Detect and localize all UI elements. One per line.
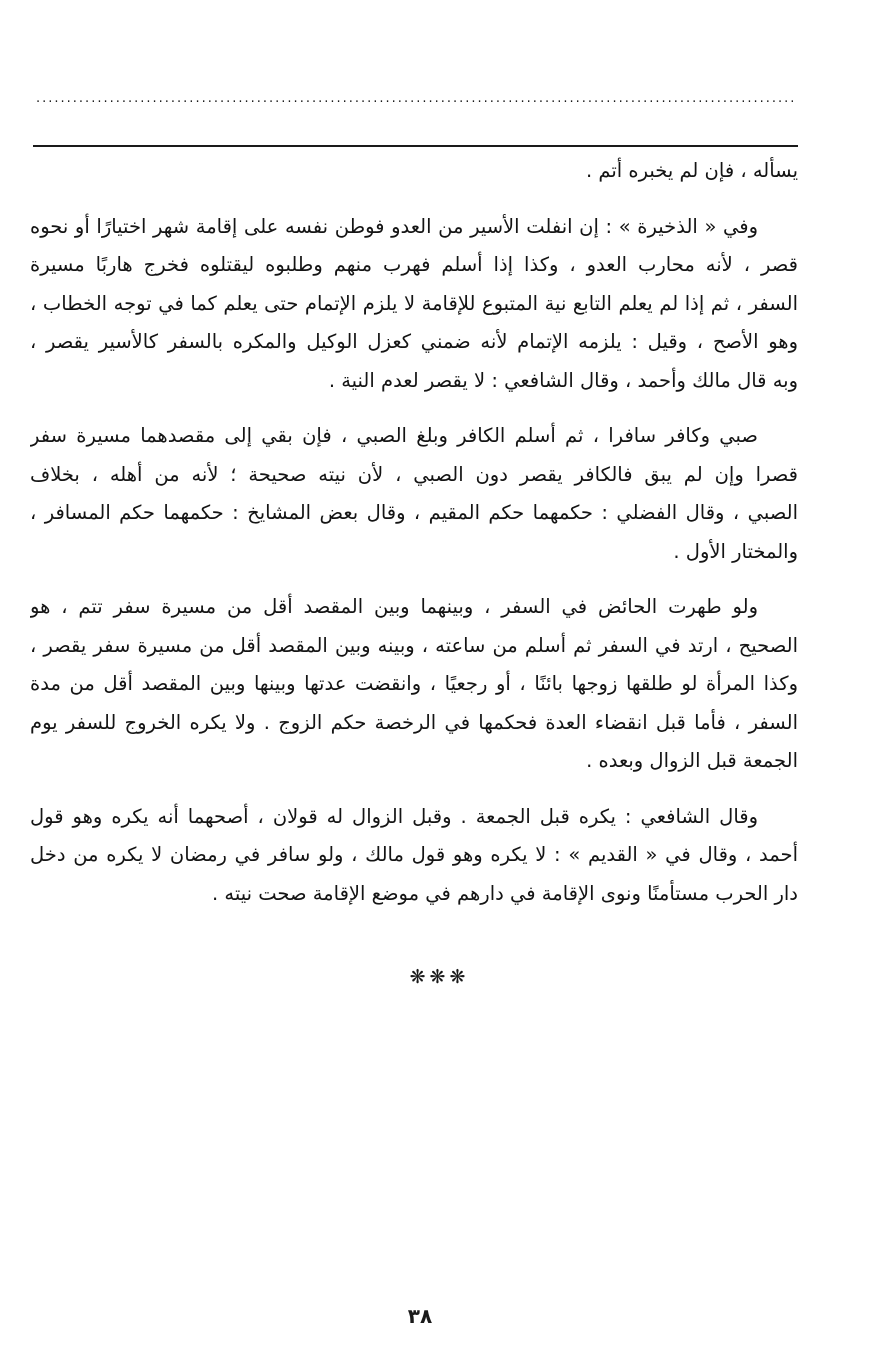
text-line: الجمعة قبل الزوال وبعده .	[586, 749, 798, 772]
text-line: أحمد ، وقال في « القديم » : لا يكره وهو قول مالك ، ولو سافر في رمضان لا يكره من دخل	[30, 843, 798, 866]
text-line: الصحيح ، ارتد في السفر ثم أسلم من ساعته ، وبينه وبين المقصد أقل من مسيرة سفر يقصر ،	[30, 633, 798, 657]
text-line: قصرا وإن لم يبق فالكافر يقصر دون الصبي ، لأن نيته صحيحة ؛ لأنه من أهله ، بخلاف	[30, 462, 798, 486]
text-line: يسأله ، فإن لم يخبره أتم .	[585, 159, 798, 182]
text-line: وفي « الذخيرة » : إن انفلت الأسير من العدو فوطن نفسه على إقامة شهر اختيارًا أو نحوه	[30, 214, 758, 238]
text-line: قصر ، لأنه محارب العدو ، وكذا إذا أسلم فهرب منهم وطلبوه ليقتلوه فخرج هاربًا مسيرة	[30, 253, 798, 276]
page-number: ٣٨	[407, 1304, 433, 1328]
text-line: وقال الشافعي : يكره قبل الجمعة . وقبل الزوال له قولان ، أصحهما أنه يكره وهو قول	[30, 804, 758, 828]
paragraph	[30, 798, 798, 914]
section-separator: ❋❋❋	[409, 966, 470, 988]
header-rule	[33, 145, 798, 147]
text-line: السفر ، فأما قبل انقضاء العدة فحكمها في الرخصة حكم الزوج . ولا يكره الخروج للسفر يوم	[30, 710, 798, 734]
text-line: دار الحرب مستأمنًا ونوى الإقامة في دارهم في موضع الإقامة صحت نيته .	[211, 881, 798, 905]
paragraph	[30, 152, 798, 191]
paragraph	[30, 417, 798, 571]
text-line: وهو الأصح ، وقيل : يلزمه الإتمام لأنه ضمني كعزل الوكيل والمكره بالسفر كالأسير يقصر ،	[30, 330, 798, 353]
paragraph	[30, 588, 798, 781]
text-line: وكذا المرأة لو طلقها زوجها بائنًا ، أو رجعيًا ، وانقضت عدتها وبينها وبين المقصد أقل من مدة	[30, 672, 798, 695]
text-line: والمختار الأول .	[673, 539, 798, 563]
page-body	[30, 152, 798, 930]
text-line: صبي وكافر سافرا ، ثم أسلم الكافر وبلغ الصبي ، فإن بقي إلى مقصدهما مسيرة سفر	[30, 424, 758, 447]
text-line: الصبي ، وقال الفضلي : حكمهما حكم المقيم ، وقال بعض المشايخ : حكمهما حكم المسافر ،	[30, 501, 798, 524]
top-dotted-rule: ............................................................................................................................	[36, 92, 797, 106]
text-line: وبه قال مالك وأحمد ، وقال الشافعي : لا يقصر لعدم النية .	[328, 368, 798, 392]
paragraph	[30, 208, 798, 401]
text-line: السفر ، ثم إذا لم يعلم التابع نية المتبوع للإقامة لا يلزم الإتمام حتى يعلم كما في توجه الخطاب ،	[30, 291, 798, 315]
text-line: ولو طهرت الحائض في السفر ، وبينهما وبين المقصد أقل من مسيرة سفر تتم ، هو	[30, 595, 758, 618]
